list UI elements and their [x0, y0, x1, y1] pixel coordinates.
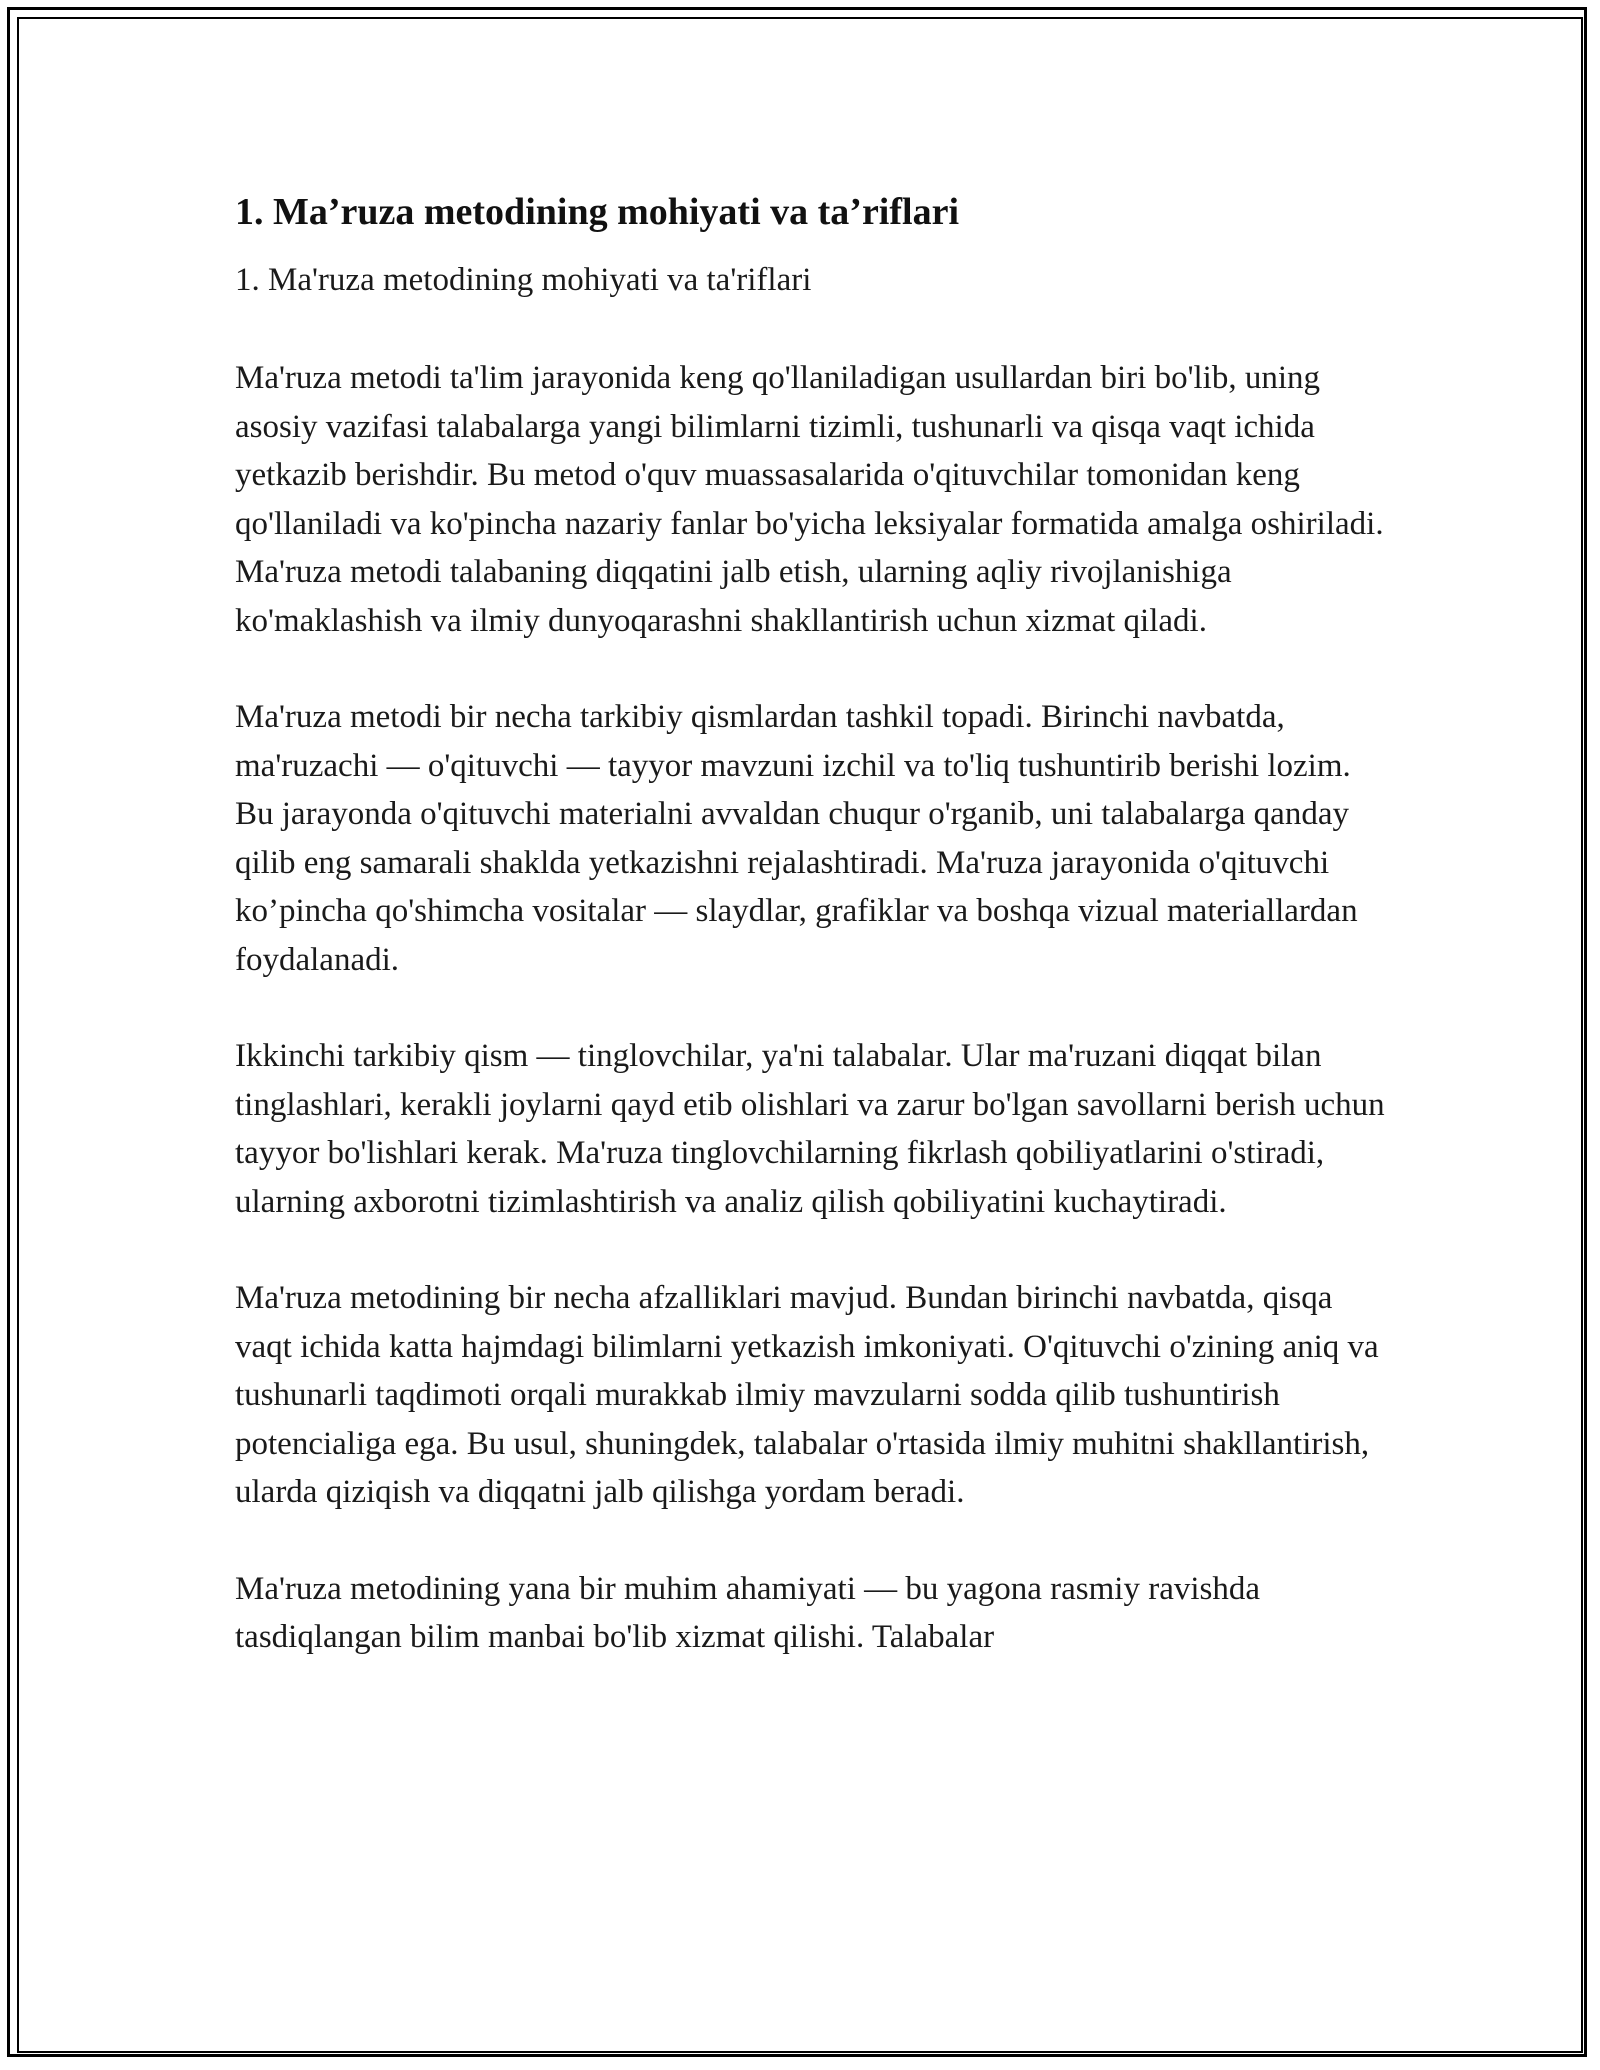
document-subheading: 1. Ma'ruza metodining mohiyati va ta'riflari	[235, 262, 812, 298]
paragraph-3: Ikkinchi tarkibiy qism — tinglovchilar, ya'ni talabalar. Ular ma'ruzani diqqat bilan tinglashlari, kerakli joylarni qayd etib olishlari va zarur bo'lgan savollarni berish uchun tayyor bo'lishlari kerak. Ma'ruza tinglovchilarning fikrlash qobiliyatlarini o'stiradi, ularning axborotni tizimlashtirish va analiz qilish qobiliyatini kuchaytiradi.	[235, 1038, 1385, 1220]
paragraph-1: Ma'ruza metodi ta'lim jarayonida keng qo'llaniladigan usullardan biri bo'lib, uning asosiy vazifasi talabalarga yangi bilimlarni tizimli, tushunarli va qisqa vaqt ichida yetkazib berishdir. Bu metod o'quv muassasalarida o'qituvchilar tomonidan keng qo'llaniladi va ko'pincha nazariy fanlar bo'yicha leksiyalar formatida amalga oshiriladi. Ma'ruza metodi talabaning diqqatini jalb etish, ularning aqliy rivojlanishiga ko'maklashish va ilmiy dunyoqarashni shakllantirish uchun xizmat qiladi.	[235, 360, 1384, 639]
paragraph-4: Ma'ruza metodining bir necha afzalliklari mavjud. Bundan birinchi navbatda, qisqa vaqt ichida katta hajmdagi bilimlarni yetkazish imkoniyati. O'qituvchi o'zining aniq va tushunarli taqdimoti orqali murakkab ilmiy mavzularni sodda qilib tushuntirish potencialiga ega. Bu usul, shuningdek, talabalar o'rtasida ilmiy muhitni shakllantirish, ularda qiziqish va diqqatni jalb qilishga yordam beradi.	[235, 1280, 1379, 1510]
paragraph-2: Ma'ruza metodi bir necha tarkibiy qismlardan tashkil topadi. Birinchi navbatda, ma'ruzachi — o'qituvchi — tayyor mavzuni izchil va to'liq tushuntirib berishi lozim. Bu jarayonda o'qituvchi materialni avvaldan chuqur o'rganib, uni talabalarga qanday qilib eng samarali shaklda yetkazishni rejalashtiradi. Ma'ruza jarayonida o'qituvchi ko’pincha qo'shimcha vositalar — slaydlar, grafiklar va boshqa vizual materiallardan foydalanadi.	[235, 699, 1358, 978]
document-body	[235, 186, 1385, 1662]
paragraph-5: Ma'ruza metodining yana bir muhim ahamiyati — bu yagona rasmiy ravishda tasdiqlangan bilim manbai bo'lib xizmat qilishi. Talabalar	[235, 1570, 1261, 1655]
document-heading: 1. Ma’ruza metodining mohiyati va ta’riflari	[235, 191, 960, 233]
